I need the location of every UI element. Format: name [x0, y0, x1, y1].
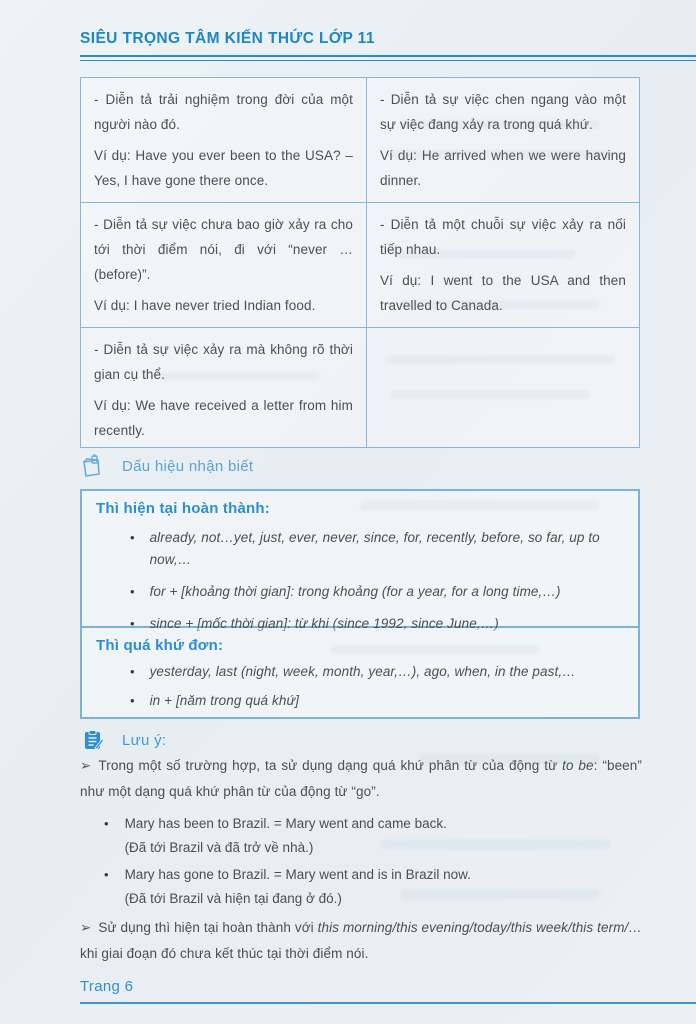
signal-text: already, not…yet, just, ever, never, since, for, recently, before, so far, up to now,… — [149, 530, 600, 567]
cell-description: - Diễn tả một chuỗi sự việc xảy ra nối tiếp nhau. — [380, 217, 626, 257]
example-lines — [125, 863, 471, 911]
note-point-text: khi giai đoạn đó chưa kết thúc tại thời điểm nói. — [80, 946, 369, 961]
signal-list-item — [130, 581, 624, 603]
table-cell-past-simple-use2 — [367, 203, 639, 328]
bullet-dot: • — [130, 616, 135, 631]
note-heading — [80, 727, 166, 753]
table-cell-present-perfect-use1 — [81, 78, 367, 203]
table-cell-present-perfect-use3 — [81, 328, 367, 447]
note-point-text: Sử dụng thì hiện tại hoàn thành với — [98, 920, 318, 935]
recognition-signs-title: Dấu hiệu nhận biết — [122, 457, 254, 475]
bleed-through-artifact — [390, 390, 590, 399]
signal-text: for + [khoảng thời gian]: trong khoảng (for a year, for a long time,…) — [149, 584, 561, 599]
box-heading-past-simple: Thì quá khứ đơn: — [96, 637, 224, 654]
bleed-through-artifact — [400, 120, 600, 129]
cell-example: Ví dụ: We have received a letter from him recently. — [94, 398, 353, 438]
example-vietnamese: (Đã tới Brazil và hiện tại đang ở đó.) — [124, 891, 342, 906]
cell-example: Ví dụ: He arrived when we were having dinner. — [380, 148, 626, 188]
table-cell-past-simple-use1 — [367, 78, 639, 203]
bullet-dot: • — [130, 693, 135, 708]
signal-text: in + [năm trong quá khứ] — [149, 693, 299, 708]
example-english: Mary has gone to Brazil. = Mary went and is in Brazil now. — [124, 867, 471, 882]
bleed-through-artifact — [380, 840, 610, 849]
bullet-dot: • — [130, 530, 135, 545]
table-cell-present-perfect-use2 — [81, 203, 367, 328]
bullet-dot: • — [130, 664, 135, 679]
bleed-through-artifact — [385, 355, 615, 364]
table-cell-empty — [367, 328, 639, 447]
clipboard-icon — [80, 727, 106, 753]
example-english: Mary has been to Brazil. = Mary went and came back. — [124, 816, 447, 831]
signal-list-item — [130, 690, 624, 712]
signal-list-item — [130, 661, 624, 683]
bleed-through-artifact — [395, 250, 575, 259]
header-divider — [80, 55, 696, 61]
note-icon — [80, 453, 106, 479]
example-lines — [125, 812, 447, 860]
arrow-bullet-icon: ➢ — [80, 758, 92, 773]
cell-description: - Diễn tả sự việc xảy ra mà không rõ thời gian cụ thể. — [94, 342, 353, 382]
signal-text: yesterday, last (night, week, month, year,…), ago, when, in the past,… — [149, 664, 576, 679]
bleed-through-artifact — [420, 755, 600, 764]
signal-list-item — [130, 527, 624, 571]
cell-example: Ví dụ: I have never tried Indian food. — [94, 298, 316, 313]
note-point-2 — [80, 915, 642, 967]
example-item — [104, 812, 624, 860]
cell-example: Ví dụ: I went to the USA and then travelled to Canada. — [380, 273, 626, 313]
bleed-through-artifact — [330, 645, 540, 654]
footer-divider — [80, 1002, 696, 1004]
cell-description: - Diễn tả trải nghiệm trong đời của một người nào đó. — [94, 92, 353, 132]
past-simple-signals-box — [80, 628, 640, 719]
note-point-text: : “been” như một dạng quá khứ phân từ của động từ “go”. — [80, 758, 642, 799]
bleed-through-artifact — [360, 500, 600, 510]
note-point-italic: this morning/this evening/today/this week/this term/… — [317, 920, 642, 935]
example-item — [104, 863, 624, 911]
bleed-through-artifact — [400, 890, 600, 899]
recognition-signs-heading — [80, 453, 253, 479]
bleed-through-artifact — [390, 150, 610, 159]
cell-description: - Diễn tả sự việc chen ngang vào một sự việc đang xảy ra trong quá khứ. — [380, 92, 626, 132]
cell-example: Ví dụ: Have you ever been to the USA? – Yes, I have gone there once. — [94, 148, 353, 188]
note-point-italic: to be — [562, 758, 594, 773]
note-point-text: Trong một số trường hợp, ta sử dụng dạng quá khứ phân từ của động từ — [98, 758, 563, 773]
page-number-label: Trang 6 — [80, 978, 134, 995]
box-heading-present-perfect: Thì hiện tại hoàn thành: — [96, 500, 270, 517]
example-vietnamese: (Đã tới Brazil và đã trở về nhà.) — [124, 840, 314, 855]
bullet-dot: • — [130, 584, 135, 599]
signal-text: since + [mốc thời gian]: từ khi (since 1992, since June,…) — [149, 616, 499, 631]
arrow-bullet-icon: ➢ — [80, 920, 92, 935]
page-title: SIÊU TRỌNG TÂM KIẾN THỨC LỚP 11 — [80, 30, 375, 47]
cell-description: - Diễn tả sự việc chưa bao giờ xảy ra cho tới thời điểm nói, đi với “never … (before)”. — [94, 217, 353, 282]
bleed-through-artifact — [160, 372, 320, 380]
note-title: Lưu ý: — [122, 731, 167, 749]
bullet-dot: • — [104, 816, 109, 831]
bleed-through-artifact — [400, 300, 600, 309]
bullet-dot: • — [104, 867, 109, 882]
